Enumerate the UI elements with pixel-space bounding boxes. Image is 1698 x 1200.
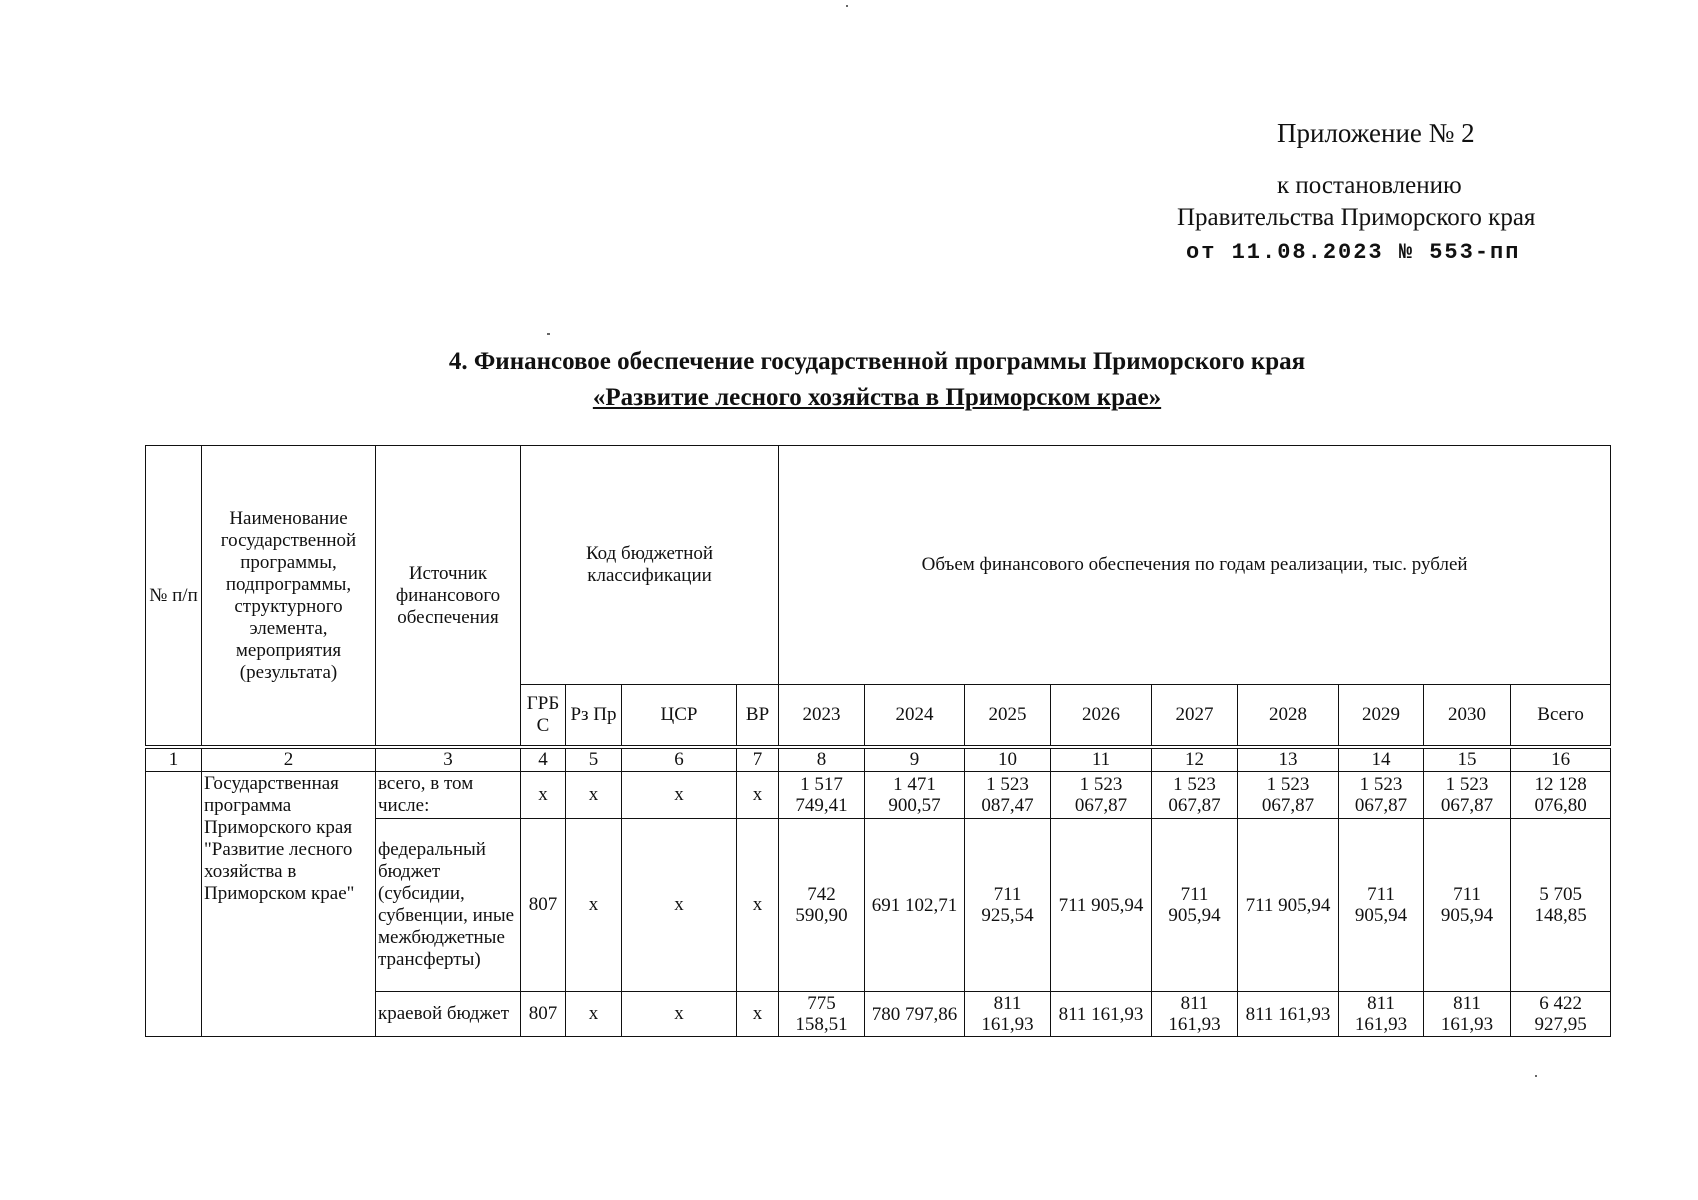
appendix-title: Приложение № 2 [1277,118,1475,148]
appendix-government: Правительства Приморского края [1177,204,1536,231]
header-year: 2029 [1339,685,1424,748]
header-vr: ВР [737,685,779,748]
scan-speck [547,333,550,335]
row-number-cell [146,772,202,1037]
appendix-to: к постановлению [1277,172,1462,199]
source-cell: краевой бюджет [376,992,521,1037]
column-number: 16 [1511,747,1611,772]
header-total: Всего [1511,685,1611,748]
column-number: 13 [1238,747,1339,772]
csr-cell: x [622,992,737,1037]
header-year: 2030 [1424,685,1511,748]
value-cell: 811 161,93 [1152,992,1238,1037]
value-cell: 711 905,94 [1424,819,1511,992]
scan-speck [1535,1075,1537,1077]
value-cell: 1 523 067,87 [1152,772,1238,819]
value-cell: 1 471 900,57 [865,772,965,819]
section-heading: 4. Финансовое обеспечение государственной программы Приморского края [448,348,1306,375]
header-budget-code: Код бюджетной классификации [521,446,779,685]
value-cell: 1 523 067,87 [1424,772,1511,819]
value-cell: 811 161,93 [1424,992,1511,1037]
column-number: 1 [146,747,202,772]
header-year: 2024 [865,685,965,748]
column-number: 9 [865,747,965,772]
column-number: 12 [1152,747,1238,772]
column-number: 10 [965,747,1051,772]
header-year: 2023 [779,685,865,748]
total-cell: 5 705 148,85 [1511,819,1611,992]
table-row-total [146,772,1611,819]
header-year: 2026 [1051,685,1152,748]
column-number: 5 [566,747,622,772]
vr-cell: x [737,992,779,1037]
financing-table [145,445,1611,1037]
value-cell: 1 517 749,41 [779,772,865,819]
vr-cell: x [737,772,779,819]
value-cell: 1 523 067,87 [1051,772,1152,819]
value-cell: 780 797,86 [865,992,965,1037]
scan-speck [846,5,848,7]
rzpr-cell: x [566,772,622,819]
header-year: 2028 [1238,685,1339,748]
header-source: Источник финансового обеспечения [376,446,521,748]
grbs-cell: 807 [521,819,566,992]
value-cell: 1 523 067,87 [1238,772,1339,819]
column-number: 7 [737,747,779,772]
source-cell: федеральный бюджет (субсидии, субвенции, иные межбюджетные трансферты) [376,819,521,992]
program-name-cell: Государственная программа Приморского края "Развитие лесного хозяйства в Приморском крае" [202,772,376,1037]
value-cell: 811 161,93 [1238,992,1339,1037]
column-number: 3 [376,747,521,772]
grbs-cell: x [521,772,566,819]
column-number: 14 [1339,747,1424,772]
column-number-row [146,747,1611,772]
value-cell: 711 925,54 [965,819,1051,992]
value-cell: 711 905,94 [1051,819,1152,992]
column-number: 6 [622,747,737,772]
value-cell: 1 523 067,87 [1339,772,1424,819]
total-cell: 6 422 927,95 [1511,992,1611,1037]
column-number: 8 [779,747,865,772]
value-cell: 1 523 087,47 [965,772,1051,819]
header-row [146,446,1611,685]
header-csr: ЦСР [622,685,737,748]
value-cell: 711 905,94 [1152,819,1238,992]
source-cell: всего, в том числе: [376,772,521,819]
header-volume: Объем финансового обеспечения по годам реализации, тыс. рублей [779,446,1611,685]
value-cell: 811 161,93 [965,992,1051,1037]
value-cell: 811 161,93 [1051,992,1152,1037]
value-cell: 775 158,51 [779,992,865,1037]
rzpr-cell: x [566,992,622,1037]
value-cell: 811 161,93 [1339,992,1424,1037]
total-cell: 12 128 076,80 [1511,772,1611,819]
grbs-cell: 807 [521,992,566,1037]
vr-cell: x [737,819,779,992]
column-number: 2 [202,747,376,772]
header-year: 2025 [965,685,1051,748]
appendix-date-number: от 11.08.2023 № 553-пп [1186,240,1521,265]
value-cell: 691 102,71 [865,819,965,992]
header-rzpr: Рз Пр [566,685,622,748]
header-num: № п/п [146,446,202,748]
header-grbs: ГРБ С [521,685,566,748]
csr-cell: x [622,819,737,992]
column-number: 15 [1424,747,1511,772]
column-number: 4 [521,747,566,772]
csr-cell: x [622,772,737,819]
header-name: Наименование государственной программы, подпрограммы, структурного элемента, мероприятия (результата) [202,446,376,748]
value-cell: 711 905,94 [1339,819,1424,992]
value-cell: 742 590,90 [779,819,865,992]
program-title-text: «Развитие лесного хозяйства в Приморском крае» [592,384,1162,411]
rzpr-cell: x [566,819,622,992]
column-number: 11 [1051,747,1152,772]
value-cell: 711 905,94 [1238,819,1339,992]
program-title [0,384,1698,412]
header-year: 2027 [1152,685,1238,748]
